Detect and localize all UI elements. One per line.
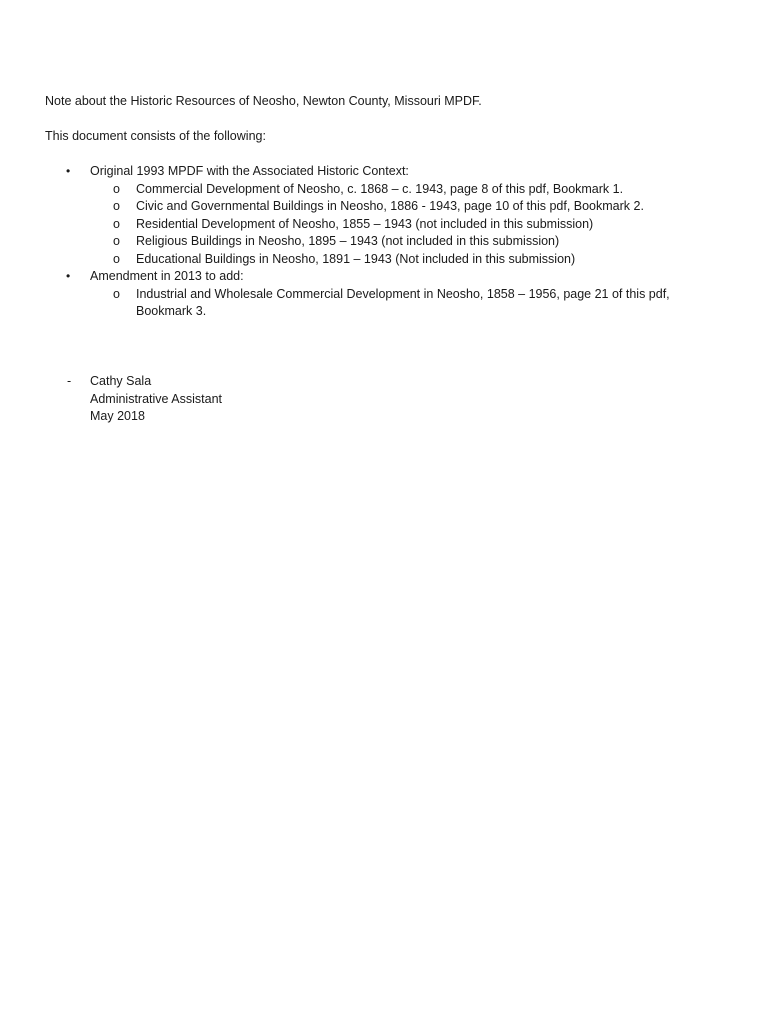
signature-date: May 2018	[90, 409, 145, 423]
signature-dash: -	[67, 374, 72, 388]
sub-bullet-icon: o	[113, 252, 120, 266]
signature-name: Cathy Sala	[90, 374, 152, 388]
sub-item-industrial: Industrial and Wholesale Commercial Development in Neosho, 1858 – 1956, page 21 of this pdf,	[136, 287, 670, 301]
sub-bullet-icon: o	[113, 217, 120, 231]
note-heading: Note about the Historic Resources of Neosho, Newton County, Missouri MPDF.	[45, 94, 482, 108]
signature-title: Administrative Assistant	[90, 392, 222, 406]
sub-item-civic: Civic and Governmental Buildings in Neosho, 1886 - 1943, page 10 of this pdf, Bookmark 2.	[136, 199, 644, 213]
bullet-icon: •	[66, 269, 71, 283]
sub-item-commercial: Commercial Development of Neosho, c. 1868 – c. 1943, page 8 of this pdf, Bookmark 1.	[136, 182, 624, 196]
list-item-original-mpdf: Original 1993 MPDF with the Associated Historic Context:	[90, 164, 409, 178]
sub-item-educational: Educational Buildings in Neosho, 1891 – 1943 (Not included in this submission)	[136, 252, 576, 266]
sub-bullet-icon: o	[113, 199, 120, 213]
sub-bullet-icon: o	[113, 182, 120, 196]
sub-bullet-icon: o	[113, 287, 120, 301]
sub-item-religious: Religious Buildings in Neosho, 1895 – 1943 (not included in this submission)	[136, 234, 560, 248]
sub-item-industrial-continuation: Bookmark 3.	[136, 304, 207, 318]
sub-item-residential: Residential Development of Neosho, 1855 – 1943 (not included in this submission)	[136, 217, 594, 231]
consists-line: This document consists of the following:	[45, 129, 266, 143]
sub-bullet-icon: o	[113, 234, 120, 248]
bullet-icon: •	[66, 164, 71, 178]
list-item-amendment: Amendment in 2013 to add:	[90, 269, 244, 283]
